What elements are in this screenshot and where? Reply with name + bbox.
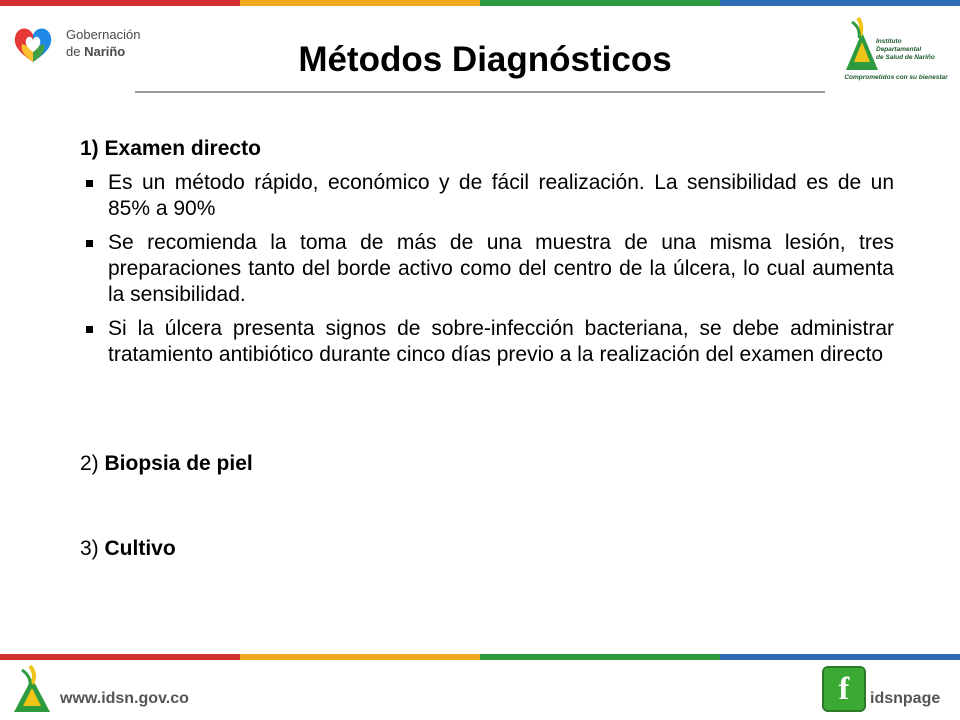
bullet-item: [80, 316, 894, 368]
bar-green: [480, 654, 720, 660]
bullet-square-icon: [86, 180, 93, 187]
bar-red: [0, 0, 240, 6]
top-color-bar: [0, 0, 960, 6]
idsn-footer-emblem-icon: [8, 664, 54, 714]
bullet-square-icon: [86, 240, 93, 247]
bar-blue: [720, 654, 960, 660]
page-title: Métodos Diagnósticos: [298, 40, 672, 79]
facebook-handle[interactable]: idsnpage: [870, 690, 941, 707]
bullet-item: [80, 170, 894, 222]
gob-line2-bold: Nariño: [84, 44, 126, 59]
section2-heading: [80, 452, 253, 476]
bar-blue: [720, 0, 960, 6]
bullet-square-icon: [86, 326, 93, 333]
bullet-text: Se recomienda la toma de más de una muestra de una misma lesión, tres preparaciones tanto del borde activo como del centro de la úlcera, lo cual aumenta la sensibilidad.: [108, 231, 894, 306]
section2-number: 2): [80, 452, 105, 475]
idsn-line3: de Salud de Nariño: [876, 54, 935, 61]
idsn-line1: Instituto: [876, 38, 902, 45]
section1-heading: [80, 136, 894, 162]
gob-line1: Gobernación: [66, 27, 141, 42]
section3-label: Cultivo: [104, 537, 176, 560]
bullet-text: Si la úlcera presenta signos de sobre-infección bacteriana, se debe administrar tratamiento antibiótico durante cinco días previo a la realización del examen directo: [108, 317, 894, 366]
idsn-line2: Departamental: [876, 46, 922, 53]
gob-line2-prefix: de: [66, 44, 85, 59]
title-divider: [135, 91, 825, 93]
section2-label: Biopsia de piel: [104, 452, 253, 475]
facebook-glyph: f: [838, 670, 850, 706]
content: [80, 136, 894, 368]
bullet-text: Es un método rápido, económico y de fácil realización. La sensibilidad es de un 85% a 90%: [108, 171, 894, 220]
bar-orange: [240, 654, 480, 660]
bar-green: [480, 0, 720, 6]
bullet-item: [80, 230, 894, 308]
bar-red: [0, 654, 240, 660]
idsn-slogan: Comprometidos con su bienestar: [844, 74, 948, 81]
bar-orange: [240, 0, 480, 6]
section1-heading-text: 1) Examen directo: [80, 137, 261, 160]
website-link[interactable]: www.idsn.gov.co: [60, 690, 189, 707]
section3-heading: [80, 537, 176, 561]
bottom-color-bar: [0, 654, 960, 660]
section3-number: 3): [80, 537, 105, 560]
facebook-icon[interactable]: [822, 666, 866, 712]
